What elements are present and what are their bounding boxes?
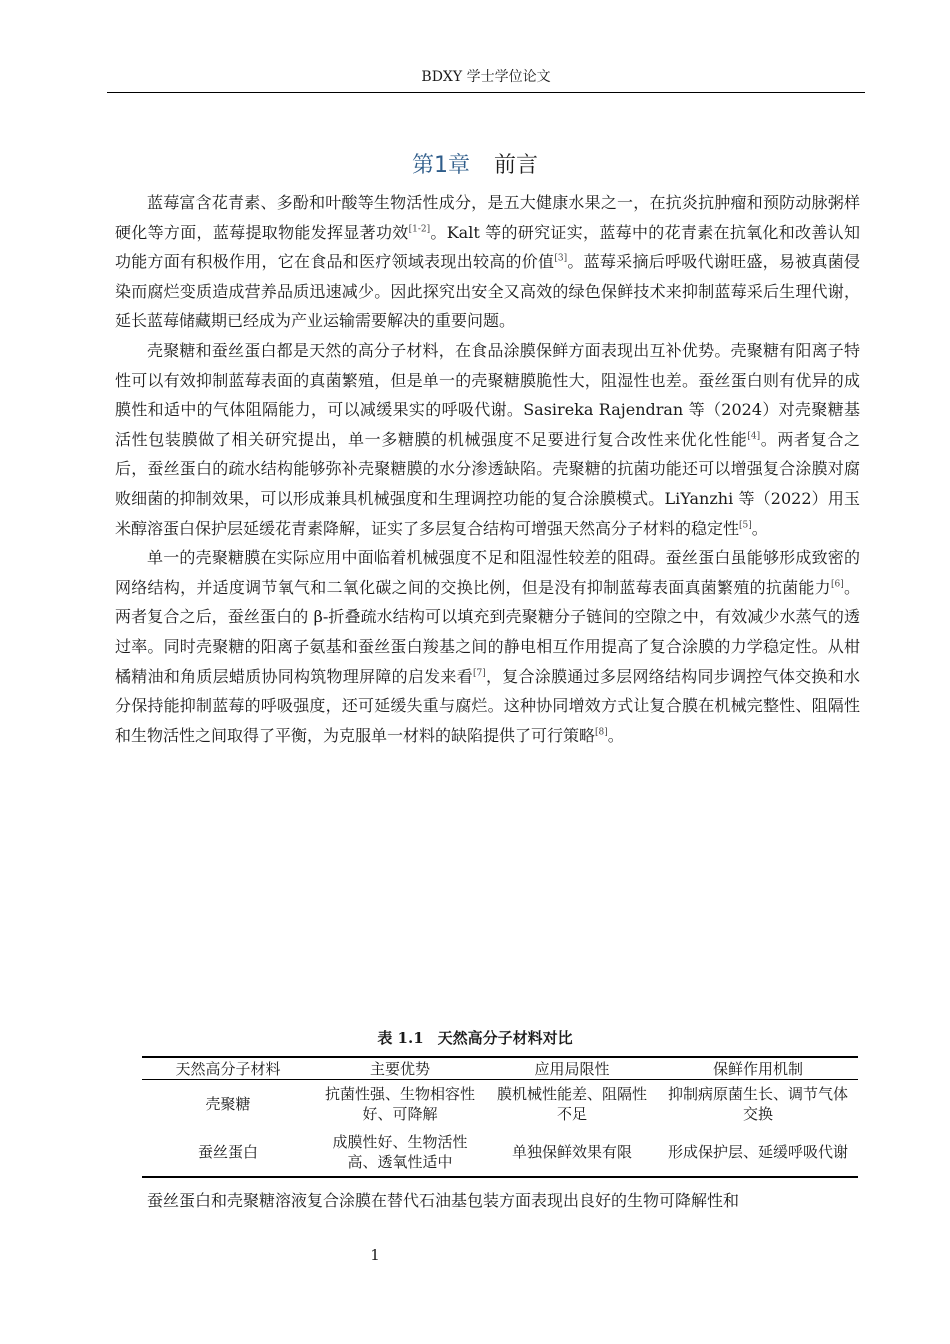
comparison-table <box>142 1056 858 1178</box>
paragraph: 壳聚糖和蚕丝蛋白都是天然的高分子材料，在食品涂膜保鲜方面表现出互补优势。壳聚糖有阳离子特性可以有效抑制蓝莓表面的真菌繁殖，但是单一的壳聚糖膜脆性大，阻湿性也差。蚕丝蛋白则有优异的成膜性和适中的气体阻隔能力，可以减缓果实的呼吸代谢。Sasireka Rajendran 等（2024）对壳聚糖基活性包装膜做了相关研究提出，单一多糖膜的机械强度不足要进行复合改性来优化性能[4]。两者复合之后，蚕丝蛋白的疏水结构能够弥补壳聚糖膜的水分渗透缺陷。壳聚糖的抗菌功能还可以增强复合涂膜对腐败细菌的抑制效果，可以形成兼具机械强度和生理调控功能的复合涂膜模式。LiYanzhi 等（2022）用玉米醇溶蛋白保护层延缓花青素降解，证实了多层复合结构可增强天然高分子材料的稳定性[5]。 <box>115 340 860 538</box>
table-row <box>142 1128 858 1177</box>
table-header-cell: 天然高分子材料 <box>142 1057 314 1080</box>
citation: [6] <box>830 579 844 590</box>
table-cell: 单独保鲜效果有限 <box>486 1128 658 1177</box>
table-cell: 形成保护层、延缓呼吸代谢 <box>658 1128 858 1177</box>
table-cell: 抗菌性强、生物相容性好、可降解 <box>324 1085 475 1123</box>
table-cell: 成膜性好、生物活性高、透氧性适中 <box>314 1128 486 1177</box>
table-cell: 膜机械性能差、阻隔性不足 <box>496 1085 647 1123</box>
paragraph: 单一的壳聚糖膜在实际应用中面临着机械强度不足和阻湿性较差的阻碍。蚕丝蛋白虽能够形成致密的网络结构，并适度调节氧气和二氧化碳之间的交换比例，但是没有抑制蓝莓表面真菌繁殖的抗菌能力[6]。两者复合之后，蚕丝蛋白的 β-折叠疏水结构可以填充到壳聚糖分子链间的空隙之中，有效减少水蒸气的透过率。同时壳聚糖的阳离子氨基和蚕丝蛋白羧基之间的静电相互作用提高了复合涂膜的力学稳定性。从柑橘精油和角质层蜡质协同构筑物理屏障的启发来看[7]，复合涂膜通过多层网络结构同步调控气体交换和水分保持能抑制蓝莓的呼吸强度，还可延缓失重与腐烂。这种协同增效方式让复合膜在机械完整性、阻隔性和生物活性之间取得了平衡，为克服单一材料的缺陷提供了可行策略[8]。 <box>115 548 860 745</box>
table-cell: 壳聚糖 <box>205 1095 251 1113</box>
citation: [7] <box>472 668 486 679</box>
table-cell: 抑制病原菌生长、调节气体交换 <box>667 1085 848 1123</box>
citation: [5] <box>739 520 752 531</box>
table-number: 表 1.1 <box>377 1029 424 1047</box>
table-header-cell: 主要优势 <box>314 1057 486 1080</box>
chapter-number: 第1章 <box>411 153 470 178</box>
table-caption <box>0 1027 950 1048</box>
chapter-title: 前言 <box>493 153 538 178</box>
table-header-row <box>142 1057 858 1080</box>
citation: [4] <box>747 431 761 442</box>
citation: [8] <box>595 727 608 738</box>
table-row <box>142 1080 858 1129</box>
citation: [3] <box>554 253 568 264</box>
table-cell: 蚕丝蛋白 <box>142 1128 314 1177</box>
table-title: 天然高分子材料对比 <box>437 1029 573 1047</box>
page-number: 1 <box>370 1246 380 1264</box>
continuation-paragraph: 蚕丝蛋白和壳聚糖溶液复合涂膜在替代石油基包装方面表现出良好的生物可降解性和 <box>147 1191 740 1210</box>
paragraph: 蓝莓富含花青素、多酚和叶酸等生物活性成分，是五大健康水果之一，在抗炎抗肿瘤和预防动脉粥样硬化等方面，蓝莓提取物能发挥显著功效[1-2]。Kalt 等的研究证实，蓝莓中的花青素在抗氧化和改善认知功能方面有积极作用，它在食品和医疗领域表现出较高的价值[3]。蓝莓采摘后呼吸代谢旺盛，易被真菌侵染而腐烂变质造成营养品质迅速减少。因此探究出安全又高效的绿色保鲜技术来抑制蓝莓采后生理代谢，延长蓝莓储藏期已经成为产业运输需要解决的重要问题。 <box>115 193 860 331</box>
running-header: BDXY 学士学位论文 <box>107 66 865 93</box>
chapter-heading <box>0 148 950 179</box>
body-text <box>115 188 860 750</box>
table-header-cell: 应用局限性 <box>486 1057 658 1080</box>
table-header-cell: 保鲜作用机制 <box>658 1057 858 1080</box>
citation: [1-2] <box>408 224 431 235</box>
